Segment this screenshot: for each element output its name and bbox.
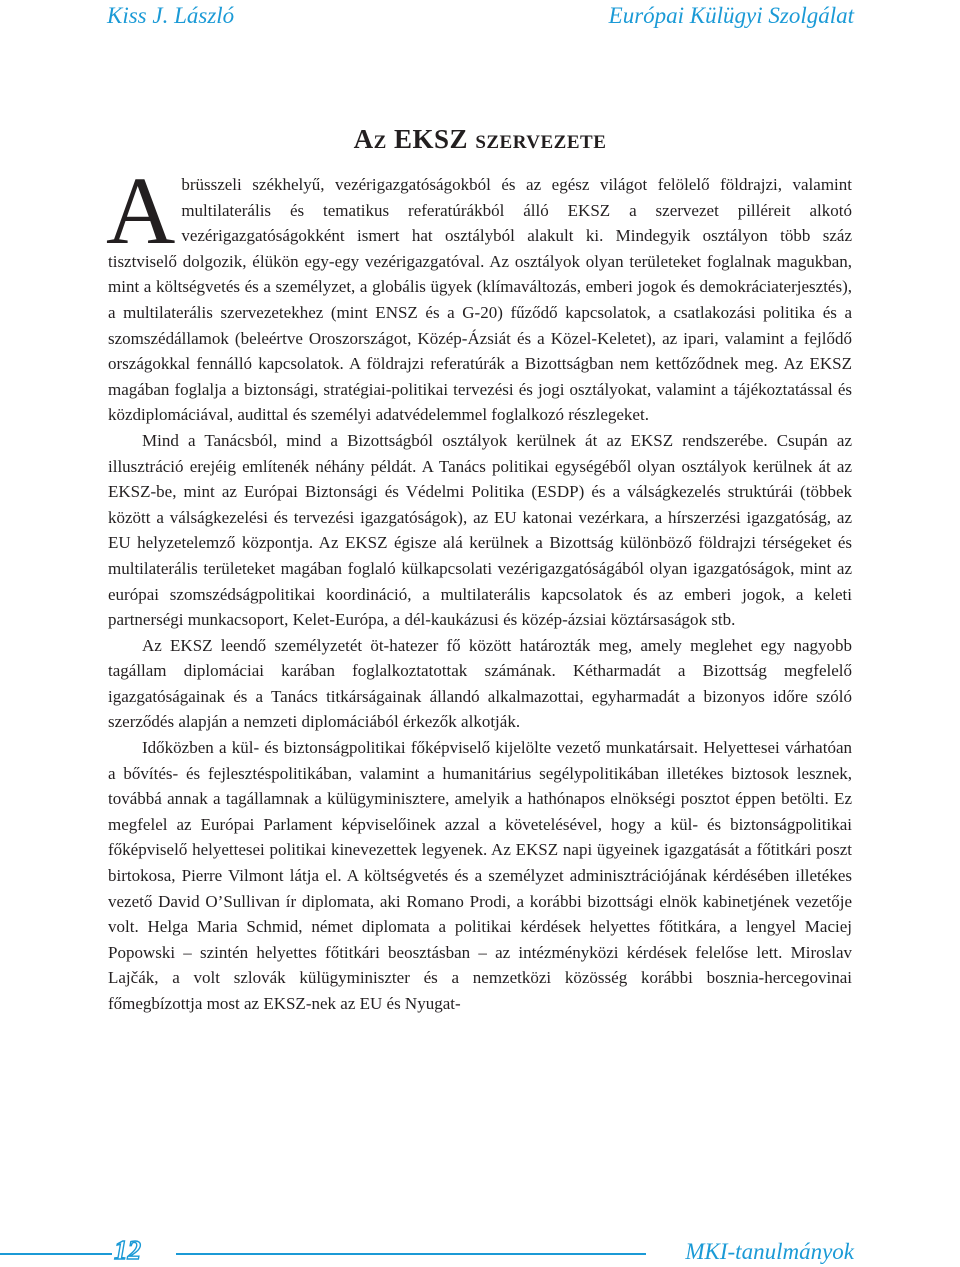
running-header: [0, 0, 960, 40]
footer-rule-left: [0, 1253, 112, 1255]
body-text: [106, 157, 852, 1017]
paragraph-1: [106, 157, 852, 428]
header-title: Európai Külügyi Szolgálat: [608, 3, 854, 28]
paragraph-2: Mind a Tanácsból, mind a Bizottságból osztályok kerülnek át az EKSZ rendszerébe. Csupán az illusztráció erejéig említenék néhány példát. A Tanács politikai egységéből olyan osztályok kerülnek át az EKSZ-be, mint az Európai Biztonsági és Védelmi Politika (ESDP) és a válságkezelés struktúrái (többek között a válságkezelési és tervezési igazgatóságok), az EU katonai vezérkara, a hírszerzési igazgatóság, az EU helyzetelemző központja. Az EKSZ égisze alá kerülnek a Bizottság különböző földrajzi térségeket és multilaterális területeket magában foglaló külkapcsolati vezérigazgatóságából olyan igazgatóságok, mint az európai szomszédságpolitikai koordináció, a multilaterális kapcsolatok és az emberi jogok, a keleti partnerségi munkacsoport, Kelet-Európa, a dél-kaukázusi és közép-ázsiai köztársaságok stb.: [108, 430, 852, 630]
header-author: Kiss J. László: [107, 3, 235, 28]
drop-cap: A: [106, 157, 176, 264]
section-title: Az EKSZ szervezete: [353, 124, 607, 154]
footer-rule-middle: [176, 1253, 646, 1255]
page-footer: [0, 1235, 960, 1267]
paragraph-4: Időközben a kül- és biztonságpolitikai főképviselő kijelölte vezető munkatársait. Helyettesei várhatóan a bővítés- és fejlesztéspolitikában, valamint a humanitárius segélypolitikában illetékes biztosok lesznek, továbbá annak a tagállamnak a külügyminisztere, amelyik a hathónapos elnökségi posztot éppen betölti. Ez megfelel az Európai Parlament képviselőinek azzal a követelésével, hogy a kül- és biztonságpolitikai főképviselő helyettesei politikai kinevezettek legyenek. Az EKSZ napi ügyeinek igazgatását a főtitkári poszt birtokosa, Pierre Vilmont látja el. A költségvetés és a személyzet adminisztrációjának kérdésében illetékes vezető David O’Sullivan ír diplomata, aki Romano Prodi, a korábbi bizottsági elnök kabinetjének vezetője volt. Helga Maria Schmid, német diplomata a politikai kérdések helyettes főtitkára, a lengyel Maciej Popowski – szintén helyettes főtitkári beosztásban – az intézményközi kérdések felelőse lett. Miroslav Lajčák, a volt szlovák külügyminiszter és a nemzetközi közösség korábbi bosznia-hercegovinai főmegbízottja most az EKSZ-nek az EU és Nyugat-: [108, 738, 852, 1013]
page-number: 12: [114, 1235, 141, 1265]
paragraph-3: Az EKSZ leendő személyzetét öt-hatezer fő között határozták meg, amely meglehet egy nagyobb tagállam diplomáciai karában foglalkoztatottak számának. Kétharmadát a Bizottság megfelelő igazgatóságainak és a Tanács titkárságainak állandó alkalmazottai, egyharmadát a bizonyos időre szóló szerződés alapján a nemzeti diplomáciából érkezők alkotják.: [108, 635, 852, 732]
footer-journal: MKI-tanulmányok: [685, 1239, 854, 1264]
paragraph-1-text: brüsszeli székhelyű, vezérigazgatóságokból és az egész világot felölelő földrajzi, valamint multilaterális és tematikus referatúrákból álló EKSZ a szervezet pilléreit alkotó vezérigazgatóságokként ismert hat osztályból alakult ki. Mindegyik osztályon több száz tisztviselő dolgozik, élükön egy-egy vezérigazgatóval. Az osztályok olyan területeket foglalnak magukban, mint a költségvetés és a személyzet, a globális ügyek (klímaváltozás, emberi jogok és demokráciaterjesztés), a multilaterális szervezetekhez (mint ENSZ és a G-20) fűződő kapcsolatok, a csatlakozási politika és a szomszédállamok (beleértve Oroszországot, Közép-Ázsiát és a Közel-Keletet), az ipari, valamint a fejlődő országokkal fennálló kapcsolatok. A földrajzi referatúrák a Bizottságban nem kettőződnek meg. Az EKSZ magában foglalja a biztonsági, stratégiai-politikai tervezési és jogi osztályokat, valamint a tájékoztatással és közdiplomáciával, audittal és személyi adatvédelemmel foglalkozó részlegeket.: [108, 175, 852, 425]
